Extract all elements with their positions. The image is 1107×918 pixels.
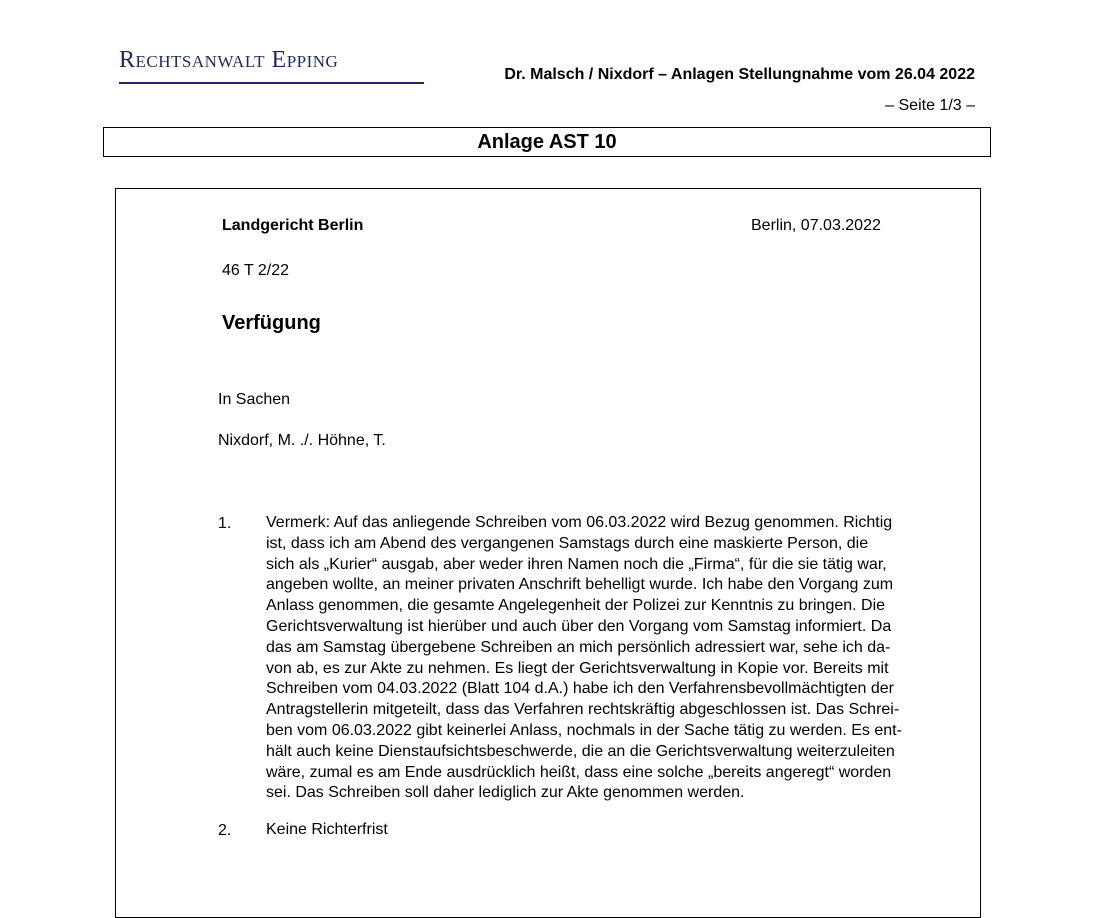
firm-logo: Rechtsanwalt Epping: [119, 47, 339, 73]
item-text-line: sei. Das Schreiben soll daher lediglich zur Akte genommen werden.: [266, 784, 745, 802]
item-text: [266, 820, 916, 841]
item-text-line: Vermerk: Auf das anliegende Schreiben vom 06.03.2022 wird Bezug genommen. Richtig: [266, 514, 893, 531]
place-date: Berlin, 07.03.2022: [751, 217, 881, 234]
item-text-line: ben vom 06.03.2022 gibt keinerlei Anlass, nochmals in der Sache tätig zu werden. Es ent-: [266, 721, 902, 739]
item-text-line: Keine Richterfrist: [266, 821, 388, 838]
item-text-line: von ab, es zur Akte zu nehmen. Es liegt der Gerichtsverwaltung in Kopie vor. Bereits mit: [266, 659, 889, 677]
item-text-line: Antragstellerin mitgeteilt, dass das Verfahren rechtskräftig abgeschlossen ist. Das Schrei-: [266, 701, 900, 719]
item-text-line: ist, dass ich am Abend des vergangenen Samstags durch eine maskierte Person, die: [266, 534, 869, 552]
item-text-line: das am Samstag übergebene Schreiben an mich persönlich adressiert war, sehe ich da-: [266, 638, 891, 656]
item-number: 1.: [218, 515, 232, 532]
logo-underline: [119, 82, 424, 84]
anlage-label-box: Anlage AST 10: [103, 127, 991, 157]
document-title: Verfügung: [222, 312, 321, 334]
case-parties: Nixdorf, M. ./. Höhne, T.: [218, 432, 386, 449]
header-title: Dr. Malsch / Nixdorf – Anlagen Stellungnahme vom 26.04 2022: [504, 66, 975, 83]
item-text-line: hält auch keine Dienstaufsichtsbeschwerde, die an die Gerichtsverwaltung weiterzuleiten: [266, 742, 895, 760]
item-text-line: Gerichtsverwaltung ist hierüber und auch über den Vorgang vom Samstag informiert. Da: [266, 617, 892, 635]
item-text-line: Anlass genommen, die gesamte Angelegenheit der Polizei zur Kenntnis zu bringen. Die: [266, 597, 886, 615]
in-sachen-label: In Sachen: [218, 391, 291, 408]
item-number: 2.: [218, 822, 232, 839]
item-text-line: Schreiben vom 04.03.2022 (Blatt 104 d.A.) habe ich den Verfahrensbevollmächtigten der: [266, 680, 894, 698]
item-text: [266, 513, 916, 804]
item-text-line: angeben wollte, an meiner privaten Anschrift behelligt wurde. Ich habe den Vorgang zum: [266, 576, 894, 594]
page-indicator: – Seite 1/3 –: [885, 97, 975, 114]
item-text-line: wäre, zumal es am Ende ausdrücklich heißt, dass eine solche „bereits angeregt“ worden: [266, 763, 892, 781]
court-name: Landgericht Berlin: [222, 217, 364, 234]
case-number: 46 T 2/22: [222, 262, 290, 279]
item-text-line: sich als „Kurier“ ausgab, aber weder ihren Namen noch die „Firma“, für die sie tätig war,: [266, 555, 887, 573]
